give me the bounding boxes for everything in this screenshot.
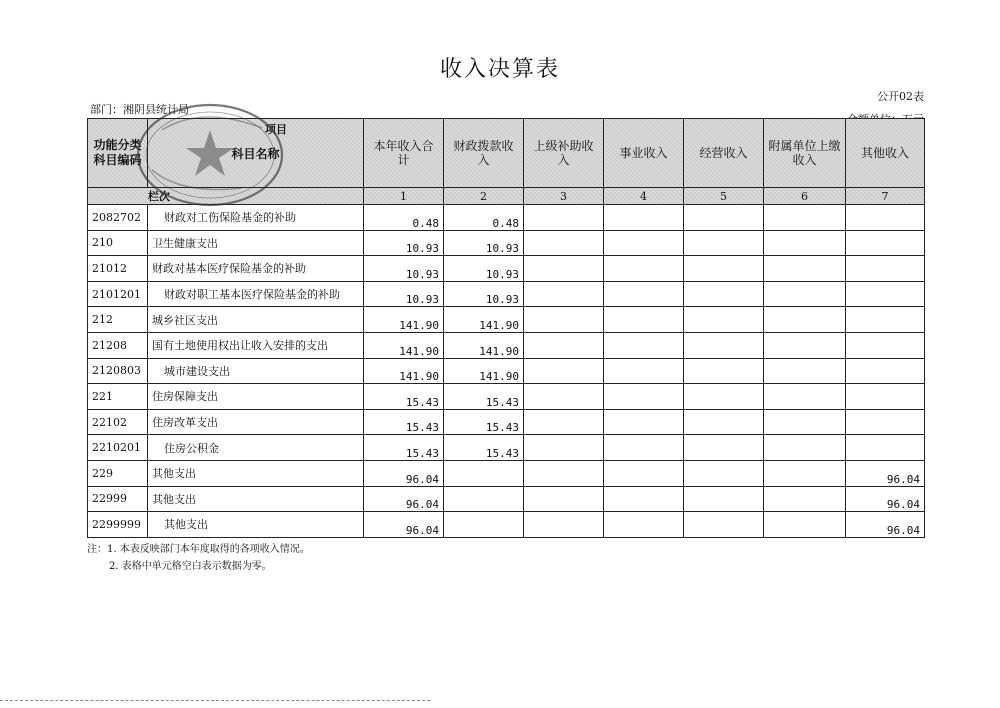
header-total-income: 本年收入合计: [364, 119, 444, 188]
row-operating-income: [684, 409, 764, 435]
row-superior-subsidy: [524, 230, 604, 256]
row-affiliate-remittance: [764, 205, 846, 231]
document-title: 收入决算表: [439, 57, 560, 82]
row-business-income: [604, 256, 684, 282]
row-operating-income: [684, 512, 764, 538]
row-business-income: [604, 460, 684, 486]
row-fiscal-appropriation: 10.93: [444, 256, 524, 282]
row-code: 21208: [88, 332, 148, 358]
row-code: 229: [88, 460, 148, 486]
notes: [87, 541, 310, 575]
row-name: 其他支出: [148, 460, 364, 486]
table-row: [88, 384, 925, 410]
row-business-income: [604, 332, 684, 358]
table-row: [88, 358, 925, 384]
row-total-income: 15.43: [364, 409, 444, 435]
row-code: 2299999: [88, 512, 148, 538]
column-number: 6: [764, 188, 846, 205]
row-operating-income: [684, 435, 764, 461]
row-fiscal-appropriation: 0.48: [444, 205, 524, 231]
row-code: 212: [88, 307, 148, 333]
row-other-income: 96.04: [846, 512, 925, 538]
row-name: 财政对职工基本医疗保险基金的补助: [148, 281, 364, 307]
row-superior-subsidy: [524, 486, 604, 512]
row-total-income: 15.43: [364, 435, 444, 461]
column-number: 5: [684, 188, 764, 205]
row-superior-subsidy: [524, 256, 604, 282]
row-name: 住房公积金: [148, 435, 364, 461]
row-affiliate-remittance: [764, 358, 846, 384]
row-total-income: 10.93: [364, 281, 444, 307]
table-row: [88, 409, 925, 435]
row-operating-income: [684, 281, 764, 307]
row-business-income: [604, 205, 684, 231]
row-superior-subsidy: [524, 460, 604, 486]
row-operating-income: [684, 486, 764, 512]
row-other-income: [846, 230, 925, 256]
row-affiliate-remittance: [764, 230, 846, 256]
row-total-income: 10.93: [364, 230, 444, 256]
row-name: 城市建设支出: [148, 358, 364, 384]
row-other-income: [846, 281, 925, 307]
row-fiscal-appropriation: 15.43: [444, 435, 524, 461]
row-business-income: [604, 230, 684, 256]
row-code: 2101201: [88, 281, 148, 307]
department-label: 部门：湘阴县统计局: [90, 103, 189, 116]
column-number: 1: [364, 188, 444, 205]
row-name: 城乡社区支出: [148, 307, 364, 333]
row-superior-subsidy: [524, 307, 604, 333]
column-number: 2: [444, 188, 524, 205]
row-code: 2210201: [88, 435, 148, 461]
row-business-income: [604, 307, 684, 333]
row-code: 22102: [88, 409, 148, 435]
table-row: [88, 486, 925, 512]
row-total-income: 141.90: [364, 307, 444, 333]
row-affiliate-remittance: [764, 512, 846, 538]
row-superior-subsidy: [524, 281, 604, 307]
header-name: 科目名称: [231, 146, 280, 161]
row-other-income: [846, 332, 925, 358]
row-name: 财政对工伤保险基金的补助: [148, 205, 364, 231]
header-item-label: 项目: [265, 123, 287, 136]
row-total-income: 141.90: [364, 332, 444, 358]
row-business-income: [604, 435, 684, 461]
table-row: [88, 205, 925, 231]
row-affiliate-remittance: [764, 409, 846, 435]
table-row: [88, 307, 925, 333]
column-number: 7: [846, 188, 925, 205]
row-business-income: [604, 486, 684, 512]
row-superior-subsidy: [524, 384, 604, 410]
row-total-income: 96.04: [364, 460, 444, 486]
row-fiscal-appropriation: [444, 460, 524, 486]
row-business-income: [604, 384, 684, 410]
table-row: [88, 281, 925, 307]
row-business-income: [604, 281, 684, 307]
row-affiliate-remittance: [764, 486, 846, 512]
row-affiliate-remittance: [764, 435, 846, 461]
row-affiliate-remittance: [764, 281, 846, 307]
table-row: [88, 512, 925, 538]
table-header-row: [88, 119, 925, 188]
row-total-income: 15.43: [364, 384, 444, 410]
row-affiliate-remittance: [764, 307, 846, 333]
row-affiliate-remittance: [764, 460, 846, 486]
row-code: 22999: [88, 486, 148, 512]
row-other-income: [846, 205, 925, 231]
row-superior-subsidy: [524, 332, 604, 358]
row-fiscal-appropriation: 141.90: [444, 358, 524, 384]
row-operating-income: [684, 205, 764, 231]
header-other-income: 其他收入: [846, 119, 925, 188]
row-fiscal-appropriation: 15.43: [444, 384, 524, 410]
row-fiscal-appropriation: 10.93: [444, 281, 524, 307]
row-business-income: [604, 358, 684, 384]
row-fiscal-appropriation: 10.93: [444, 230, 524, 256]
row-code: 21012: [88, 256, 148, 282]
header-affiliate-remittance: 附属单位上缴收入: [764, 119, 846, 188]
row-operating-income: [684, 307, 764, 333]
row-name: 其他支出: [148, 486, 364, 512]
row-code: 2082702: [88, 205, 148, 231]
row-other-income: [846, 384, 925, 410]
row-affiliate-remittance: [764, 332, 846, 358]
row-code: 210: [88, 230, 148, 256]
row-other-income: 96.04: [846, 486, 925, 512]
row-other-income: [846, 435, 925, 461]
row-fiscal-appropriation: [444, 486, 524, 512]
row-code: 221: [88, 384, 148, 410]
row-name: 其他支出: [148, 512, 364, 538]
row-name: 住房改革支出: [148, 409, 364, 435]
row-affiliate-remittance: [764, 256, 846, 282]
form-number: 公开02表: [877, 90, 924, 103]
row-fiscal-appropriation: 141.90: [444, 332, 524, 358]
table-body: [88, 205, 925, 538]
scan-edge-line: [0, 700, 430, 701]
column-number: 4: [604, 188, 684, 205]
column-number: 3: [524, 188, 604, 205]
row-operating-income: [684, 230, 764, 256]
row-superior-subsidy: [524, 409, 604, 435]
row-total-income: 10.93: [364, 256, 444, 282]
row-total-income: 96.04: [364, 486, 444, 512]
table-row: [88, 256, 925, 282]
row-operating-income: [684, 460, 764, 486]
row-total-income: 0.48: [364, 205, 444, 231]
row-other-income: [846, 358, 925, 384]
header-fiscal-appropriation: 财政拨款收入: [444, 119, 524, 188]
row-superior-subsidy: [524, 512, 604, 538]
row-name: 住房保障支出: [148, 384, 364, 410]
row-other-income: [846, 409, 925, 435]
table-row: [88, 460, 925, 486]
header-code: 功能分类科目编码: [88, 119, 148, 188]
row-operating-income: [684, 384, 764, 410]
row-fiscal-appropriation: [444, 512, 524, 538]
table-row: [88, 332, 925, 358]
row-operating-income: [684, 332, 764, 358]
income-final-accounts-table: [87, 118, 925, 538]
row-affiliate-remittance: [764, 384, 846, 410]
header-name-cell: [148, 119, 364, 188]
row-operating-income: [684, 256, 764, 282]
row-superior-subsidy: [524, 358, 604, 384]
column-number-row: [88, 188, 925, 205]
note-1: 注：1. 本表反映部门本年度取得的各项收入情况。: [87, 544, 310, 555]
row-total-income: 141.90: [364, 358, 444, 384]
row-other-income: [846, 256, 925, 282]
row-code: 2120803: [88, 358, 148, 384]
header-business-income: 事业收入: [604, 119, 684, 188]
row-other-income: [846, 307, 925, 333]
row-superior-subsidy: [524, 435, 604, 461]
row-total-income: 96.04: [364, 512, 444, 538]
row-superior-subsidy: [524, 205, 604, 231]
row-business-income: [604, 409, 684, 435]
row-business-income: [604, 512, 684, 538]
note-2: 2. 表格中单元格空白表示数据为零。: [109, 561, 272, 572]
table-row: [88, 230, 925, 256]
row-other-income: 96.04: [846, 460, 925, 486]
row-name: 国有土地使用权出让收入安排的支出: [148, 332, 364, 358]
row-operating-income: [684, 358, 764, 384]
header-operating-income: 经营收入: [684, 119, 764, 188]
row-fiscal-appropriation: 141.90: [444, 307, 524, 333]
row-name: 卫生健康支出: [148, 230, 364, 256]
header-superior-subsidy: 上级补助收入: [524, 119, 604, 188]
table-row: [88, 435, 925, 461]
row-fiscal-appropriation: 15.43: [444, 409, 524, 435]
row-number-label: 栏次: [88, 188, 364, 205]
row-name: 财政对基本医疗保险基金的补助: [148, 256, 364, 282]
